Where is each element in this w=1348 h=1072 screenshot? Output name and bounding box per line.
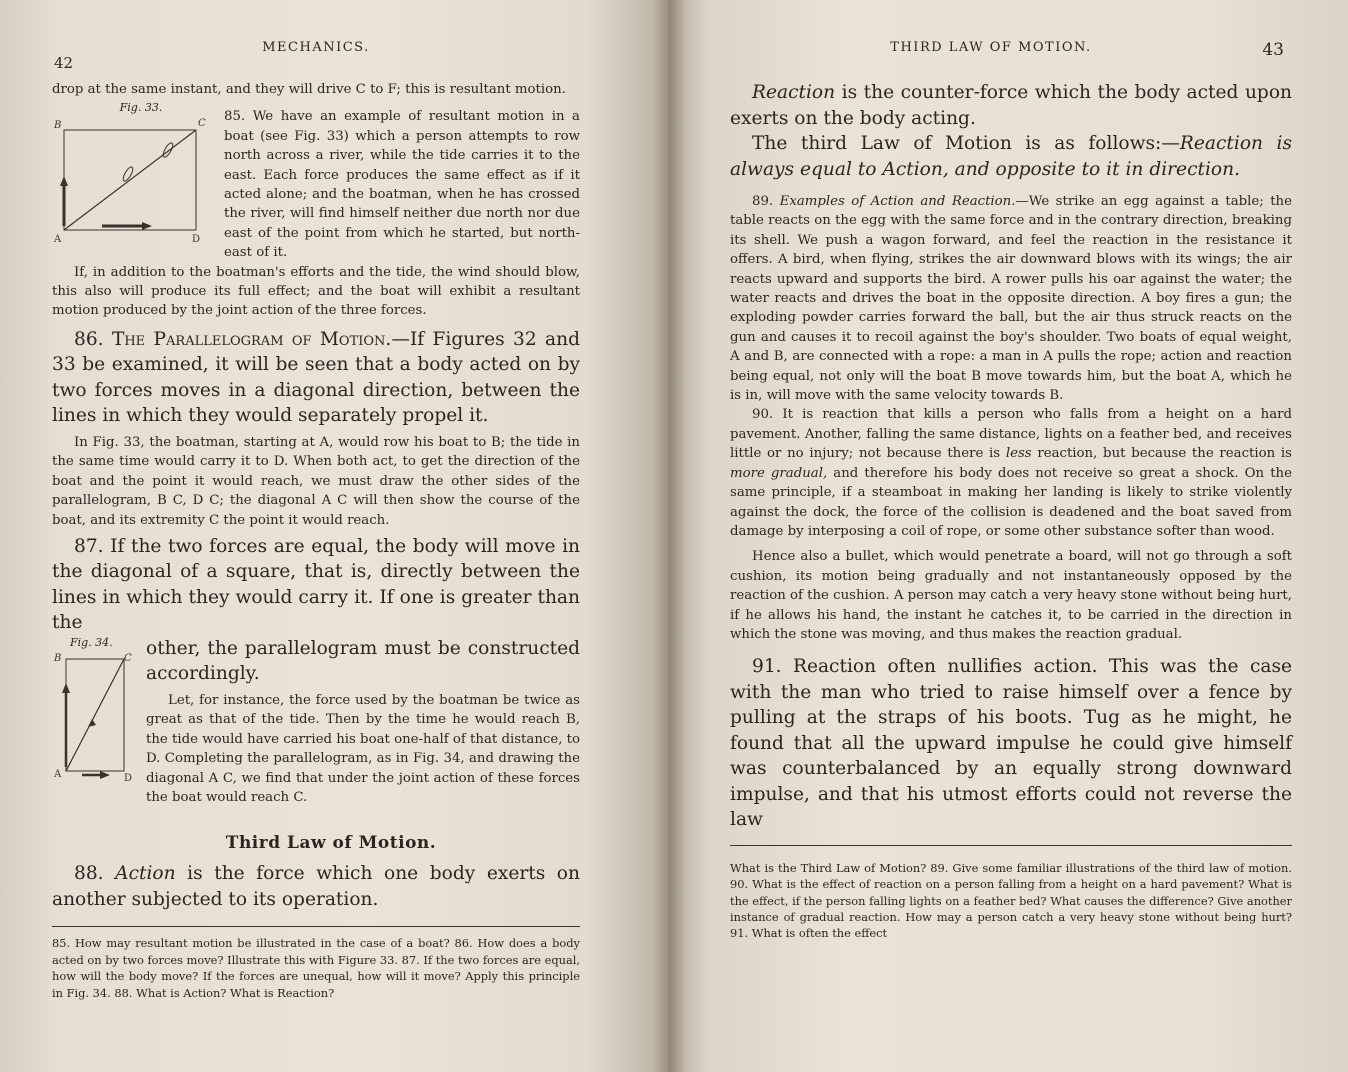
section-title-third-law: Third Law of Motion. <box>225 833 437 854</box>
para89-heading: Examples of Action and Reaction. <box>779 194 1016 209</box>
running-head-third-law: THIRD LAW OF MOTION. <box>890 40 1092 55</box>
paragraph-87-continued: other, the parallelogram must be constructed accordingly. <box>146 637 580 685</box>
continuation-text: drop at the same instant, and they will drive C to F; this is resultant motion. <box>52 82 566 97</box>
para88-text: is the force which one body exerts on another subjected to its operation. <box>52 863 580 910</box>
fig33-parallelogram-diagram <box>52 114 210 246</box>
paragraph-85-continued: If, in addition to the boatman's efforts and the tide, the wind should blow, this also will produce its full effect; and the boat will exhibit a resultant motion produced by the joint action of the three forces. <box>52 264 580 319</box>
footnote-rule-left <box>52 926 580 927</box>
reaction-term: Reaction <box>752 82 836 103</box>
left-running-head <box>52 40 580 72</box>
book-gutter <box>652 0 686 1072</box>
law-lead: The third Law of Motion is as follows:— <box>752 133 1180 154</box>
paragraph-85: 85. We have an example of resultant motion in a boat (see Fig. 33) which a person attempts to row north across a river, while the tide carries it to the east. Each force produces the same effect as if it acted alone; and the boatman, when he has crossed the river, will find himself neither due north nor due east of the point from which he started, but north-east of it. <box>224 109 580 261</box>
fig34-label-c: C <box>124 652 132 664</box>
paragraph-86-explanation: In Fig. 33, the boatman, starting at A, would row his boat to B; the tide in the same time would carry it to D. When both act, to get the direction of the boat and the point it would reach, we must draw the other sides of the parallelogram, B C, D C; the diagonal A C will then show the course of the boat, and its extremity C the point it would reach. <box>52 434 580 528</box>
fig33-label-c: C <box>198 118 206 130</box>
fig33-caption: Fig. 33. <box>119 101 163 115</box>
para88-term: Action <box>115 863 176 885</box>
para86-heading: The Parallelogram of Motion. <box>111 328 392 350</box>
paragraph-89 <box>730 192 1292 405</box>
para90-text-b: reaction, but because the reaction is <box>1037 446 1292 462</box>
fig33-label-d: D <box>192 234 201 246</box>
figure-34 <box>52 636 132 807</box>
para86-number: 86. <box>74 328 104 350</box>
reaction-definition-text: is the counter-force which the body acted upon exerts on the body acting. <box>730 82 1292 129</box>
paragraph-87-example: Let, for instance, the force used by the boatman be twice as great as that of the tide. Then by the time he would reach B, the tide would have carried his boat one-half of that distance, to D. Completing the parallelogram, as in Fig. 34, and drawing the diagonal A C, we find that under the joint action of these forces the boat would reach C. <box>146 692 580 805</box>
right-page <box>668 0 1348 1072</box>
page-number-42: 42 <box>54 54 74 72</box>
para90-less: less <box>1005 446 1032 462</box>
fig34-caption: Fig. 34. <box>70 635 113 649</box>
para86-text: —If Figures 32 and 33 be examined, it will be seen that a body acted on by two forces moves in a diagonal direction, between the lines in which they would separately propel it. <box>52 328 580 427</box>
paragraph-86 <box>52 327 580 429</box>
paragraph-90-continued: Hence also a bullet, which would penetrate a board, will not go through a soft cushion, its motion being gradually and not instantaneously opposed by the reaction of the cushion. A person may catch a very heavy stone without being hurt, if he allows his hand, the instant he catches it, to be carried in the direction in which the stone was moving, and thus makes the reaction gradual. <box>730 549 1292 642</box>
fig33-label-a: A <box>54 234 62 246</box>
para90-text-a: 90. It is reaction that kills a person who falls from a height on a hard pavement. Another, falling the same distance, lights on a feather bed, and receives little or no injury; not because there is <box>730 407 1292 462</box>
paragraph-90 <box>730 405 1292 541</box>
paragraph-87: 87. If the two forces are equal, the body will move in the diagonal of a square, that is, directly between the lines in which they would carry it. If one is greater than the <box>52 535 580 634</box>
page-number-43: 43 <box>1262 40 1284 60</box>
fig34-parallelogram-diagram <box>52 649 132 785</box>
para90-text-c: and therefore his body does not receive so great a shock. On the same principle, if a steamboat in making her landing is likely to strike violently against the dock, the force of the collision is deadened and the boat saved from damage by interposing a coil of rope, or some other substance softer than wood. <box>730 465 1292 539</box>
paragraph-91: 91. Reaction often nullifies action. This was the case with the man who tried to raise himself over a fence by pulling at the straps of his boots. Tug as he might, he found that all the upward impulse he could give himself was counterbalanced by an equally strong downward impulse, and that his utmost efforts could not reverse the law <box>730 656 1292 831</box>
running-head-mechanics: MECHANICS. <box>262 40 370 55</box>
para90-more-gradual: more gradual, <box>730 465 828 481</box>
para89-text: —We strike an egg against a table; the table reacts on the egg with the same force and in the contrary direction, breaking its shell. We push a wagon forward, and feel the reaction in the resistance it offers. A bird, when flying, strikes the air downward blows with its wings; the air reacts upward and supports the bird. A rower pulls his oar against the water; the water reacts and drives the boat in the opposite direction. A boy fires a gun; the exploding powder carries forward the ball, but the air thus struck reacts on the gun and causes it to recoil against the boy's shoulder. Two boats of equal weight, A and B, are connected with a rope: a man in A pulls the rope; action and reaction being equal, not only will the boat B move towards him, but the boat A, which he is in, will move with the same velocity towards B. <box>730 194 1292 404</box>
para89-number: 89. <box>752 194 774 209</box>
fig33-label-b: B <box>54 120 62 132</box>
para88-number: 88. <box>74 863 104 885</box>
footnote-rule-right <box>730 845 1292 846</box>
fig34-label-a: A <box>54 768 62 780</box>
law-statement: Reaction is always equal to Action, and opposite to it in direction. <box>730 133 1293 180</box>
right-running-head <box>730 40 1292 66</box>
figure-33 <box>52 101 210 262</box>
review-questions-left: 85. How may resultant motion be illustrated in the case of a boat? 86. How does a body acted on by two forces move? Illustrate this with Figure 33. 87. If the two forces are equal, how will the body move? If the forces are unequal, how will it move? Apply this principle in Fig. 34. 88. What is Action? What is Reaction? <box>52 936 580 1000</box>
paragraph-88 <box>52 861 580 912</box>
left-page <box>0 0 668 1072</box>
fig34-label-d: D <box>124 772 132 784</box>
reaction-definition <box>730 80 1292 131</box>
review-questions-right: What is the Third Law of Motion? 89. Give some familiar illustrations of the third law of motion. 90. What is the effect of reaction on a person falling from a height on a hard pavement? What is the effect, if the person falling lights on a feather bed? What causes the difference? Give another instance of gradual reaction. How may a person catch a very heavy stone without being hurt? 91. What is often the effect <box>730 860 1292 941</box>
third-law-statement <box>730 131 1292 182</box>
fig34-label-b: B <box>54 652 62 664</box>
